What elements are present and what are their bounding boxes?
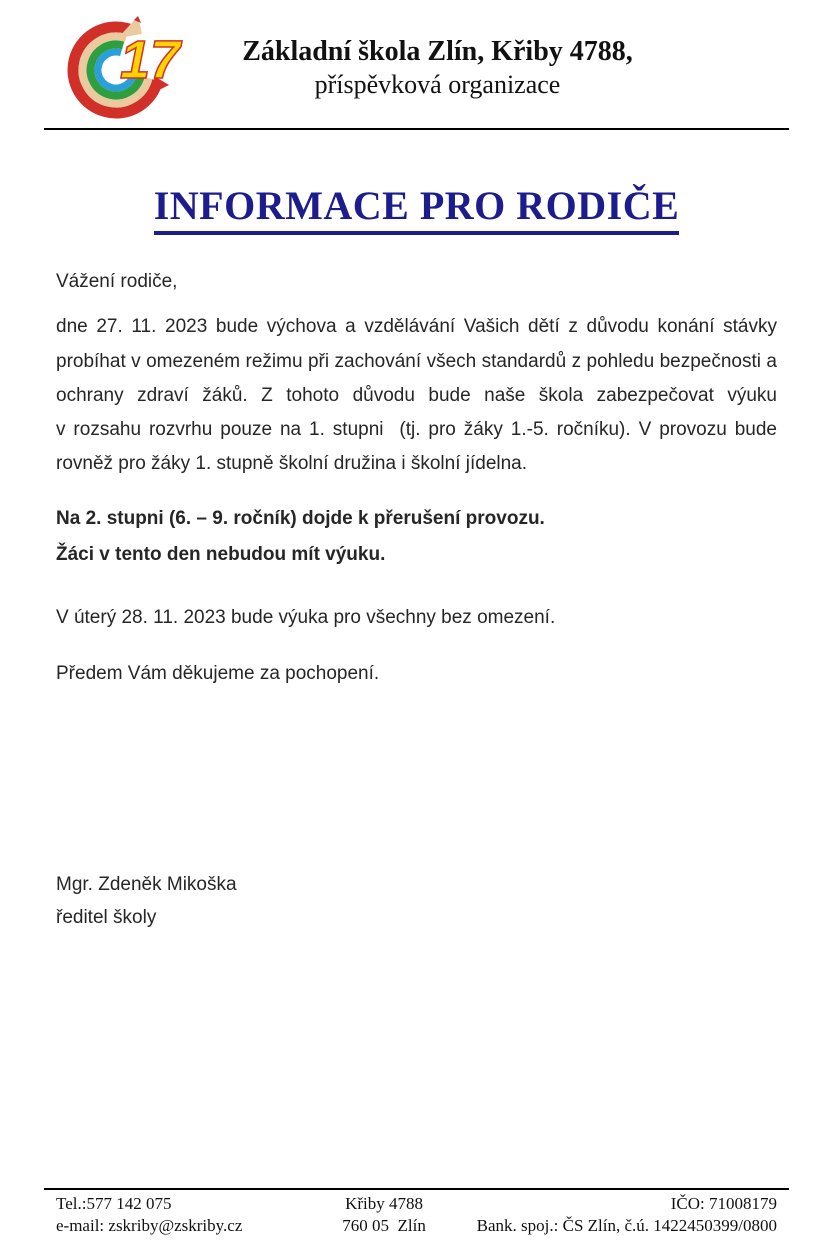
document-title-text: INFORMACE PRO RODIČE xyxy=(154,183,680,235)
footer-divider xyxy=(44,1188,789,1190)
salutation: Vážení rodiče, xyxy=(56,271,178,292)
footer-ids xyxy=(474,1193,777,1237)
letter-footer xyxy=(56,1188,777,1237)
footer-ico: IČO: 71008179 xyxy=(670,1193,777,1213)
header-divider xyxy=(44,128,789,130)
footer-contact xyxy=(56,1193,294,1237)
paragraph-tuesday: V úterý 28. 11. 2023 bude výuka pro všechny bez omezení. xyxy=(56,606,556,628)
school-org-type: příspěvková organizace xyxy=(314,69,561,99)
letterhead-titles xyxy=(184,34,777,100)
letterhead xyxy=(56,14,777,120)
footer-address-city: 760 05 Zlín xyxy=(342,1215,426,1235)
footer-columns xyxy=(56,1193,777,1237)
footer-address xyxy=(294,1193,474,1237)
document-title xyxy=(56,182,777,229)
footer-address-street: Křiby 4788 xyxy=(345,1193,423,1213)
signature-name: Mgr. Zdeněk Mikoška xyxy=(56,874,237,896)
logo-number: 17 xyxy=(120,30,181,90)
footer-bank: Bank. spoj.: ČS Zlín, č.ú. 1422450399/0800 xyxy=(476,1215,777,1235)
notice-second-grade: Na 2. stupni (6. – 9. ročník) dojde k přerušení provozu. xyxy=(56,508,545,530)
paragraph-strike-info: dne 27. 11. 2023 bude výchova a vzdělávání Vašich dětí z důvodu konání stávky probíhat v omezeném režimu při zachování všech standardů z pohledu bezpečnosti a ochrany zdraví žáků. Z tohoto důvodu bude naše škola zabezpečovat výuku v rozsahu rozvrhu pouze na 1. stupni (tj. pro žáky 1.-5. ročníku). V provozu bude rovněž pro žáky 1. stupně školní družina i školní jídelna. xyxy=(56,316,777,475)
letter-body xyxy=(56,267,777,935)
notice-no-lessons: Žáci v tento den nebudou mít výuku. xyxy=(56,544,386,566)
paragraph-thanks: Předem Vám děkujeme za pochopení. xyxy=(56,662,380,684)
school-name: Základní škola Zlín, Křiby 4788, xyxy=(242,35,633,67)
school-logo-icon xyxy=(62,14,184,120)
signature-role: ředitel školy xyxy=(56,907,157,929)
signature-block xyxy=(56,868,777,935)
footer-phone: Tel.:577 142 075 xyxy=(56,1193,172,1213)
footer-email: e-mail: zskriby@zskriby.cz xyxy=(56,1215,243,1235)
